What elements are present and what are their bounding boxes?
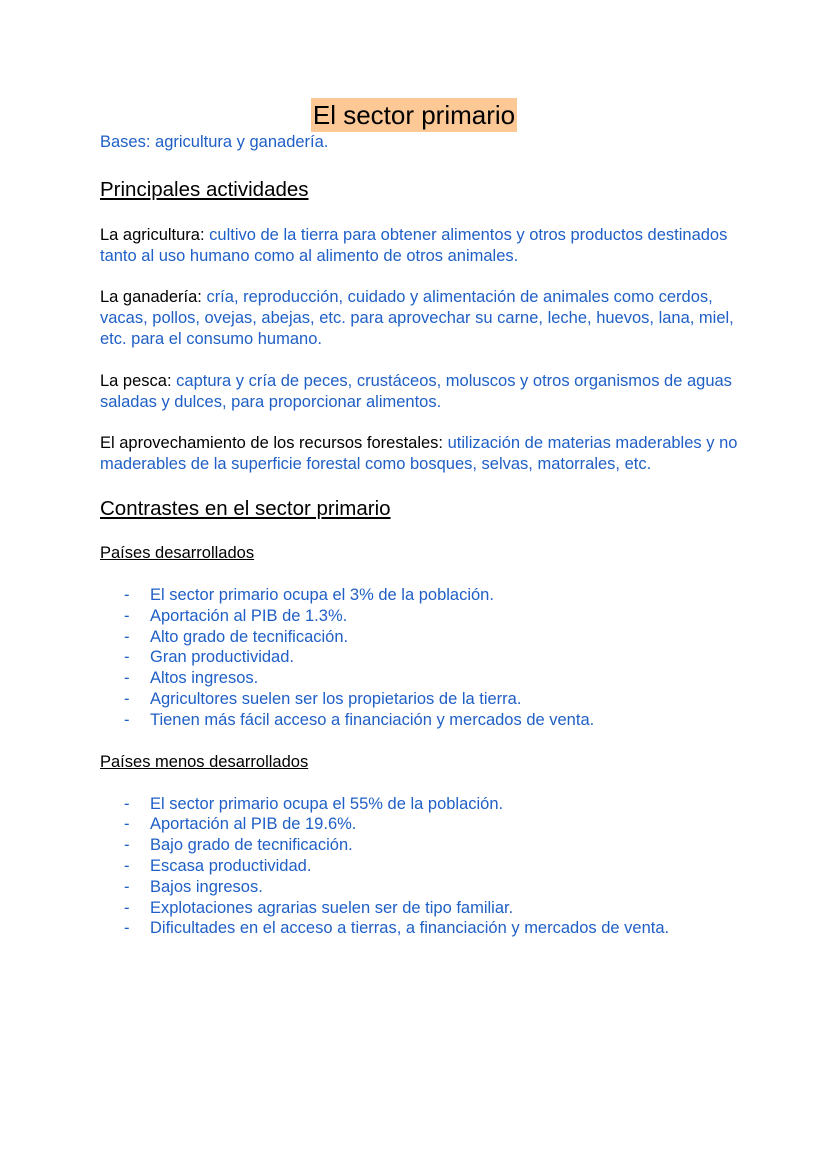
subheading-developed: Países desarrollados [100, 543, 255, 562]
list-item: - Aportación al PIB de 1.3%. [124, 606, 348, 625]
list-item: - Gran productividad. [124, 648, 294, 667]
term-livestock: La ganadería: [100, 288, 202, 307]
list-less-developed [100, 794, 740, 940]
document-page [100, 98, 740, 939]
list-developed [100, 585, 740, 731]
definition-agriculture: cultivo de la tierra para obtener alimentos y otros productos destinados tanto al uso humano como al alimento de otros animales. [100, 225, 728, 265]
paragraph-forestry [100, 433, 740, 475]
definition-livestock: cría, reproducción, cuidado y alimentación de animales como cerdos, vacas, pollos, ovejas, abejas, etc. para aprovechar su carne, leche, huevos, lana, miel, etc. para el consumo humano. [100, 288, 734, 348]
list-item: - Explotaciones agrarias suelen ser de tipo familiar. [124, 898, 514, 917]
list-item: - El sector primario ocupa el 3% de la población. [124, 585, 494, 604]
list-item: - Aportación al PIB de 19.6%. [124, 815, 357, 834]
list-item: - Bajo grado de tecnificación. [124, 836, 353, 855]
list-item: - Alto grado de tecnificación. [124, 627, 349, 646]
list-item: - El sector primario ocupa el 55% de la población. [124, 794, 504, 813]
section-heading-activities: Principales actividades [100, 177, 309, 201]
list-item: - Bajos ingresos. [124, 877, 263, 896]
subheading-less-developed: Países menos desarrollados [100, 752, 309, 771]
term-agriculture: La agricultura: [100, 225, 205, 244]
paragraph-agriculture [100, 225, 740, 267]
bases-line: Bases: agricultura y ganadería. [100, 133, 329, 151]
list-item: - Altos ingresos. [124, 669, 259, 688]
term-forestry: El aprovechamiento de los recursos forestales: [100, 434, 444, 453]
title-row [0, 98, 828, 132]
paragraph-fishing [100, 371, 740, 413]
list-item: - Agricultores suelen ser los propietarios de la tierra. [124, 689, 522, 708]
page-title: El sector primario [312, 100, 516, 130]
paragraph-livestock [100, 287, 740, 349]
section-heading-contrasts: Contrastes en el sector primario [100, 496, 391, 520]
definition-fishing: captura y cría de peces, crustáceos, moluscos y otros organismos de aguas saladas y dulces, para proporcionar alimentos. [100, 371, 732, 411]
list-item: - Tienen más fácil acceso a financiación y mercados de venta. [124, 710, 595, 729]
list-item: - Escasa productividad. [124, 856, 312, 875]
term-fishing: La pesca: [100, 371, 172, 390]
definition-forestry: utilización de materias maderables y no maderables de la superficie forestal como bosques, selvas, matorrales, etc. [100, 434, 738, 474]
list-item: - Dificultades en el acceso a tierras, a financiación y mercados de venta. [124, 919, 670, 938]
